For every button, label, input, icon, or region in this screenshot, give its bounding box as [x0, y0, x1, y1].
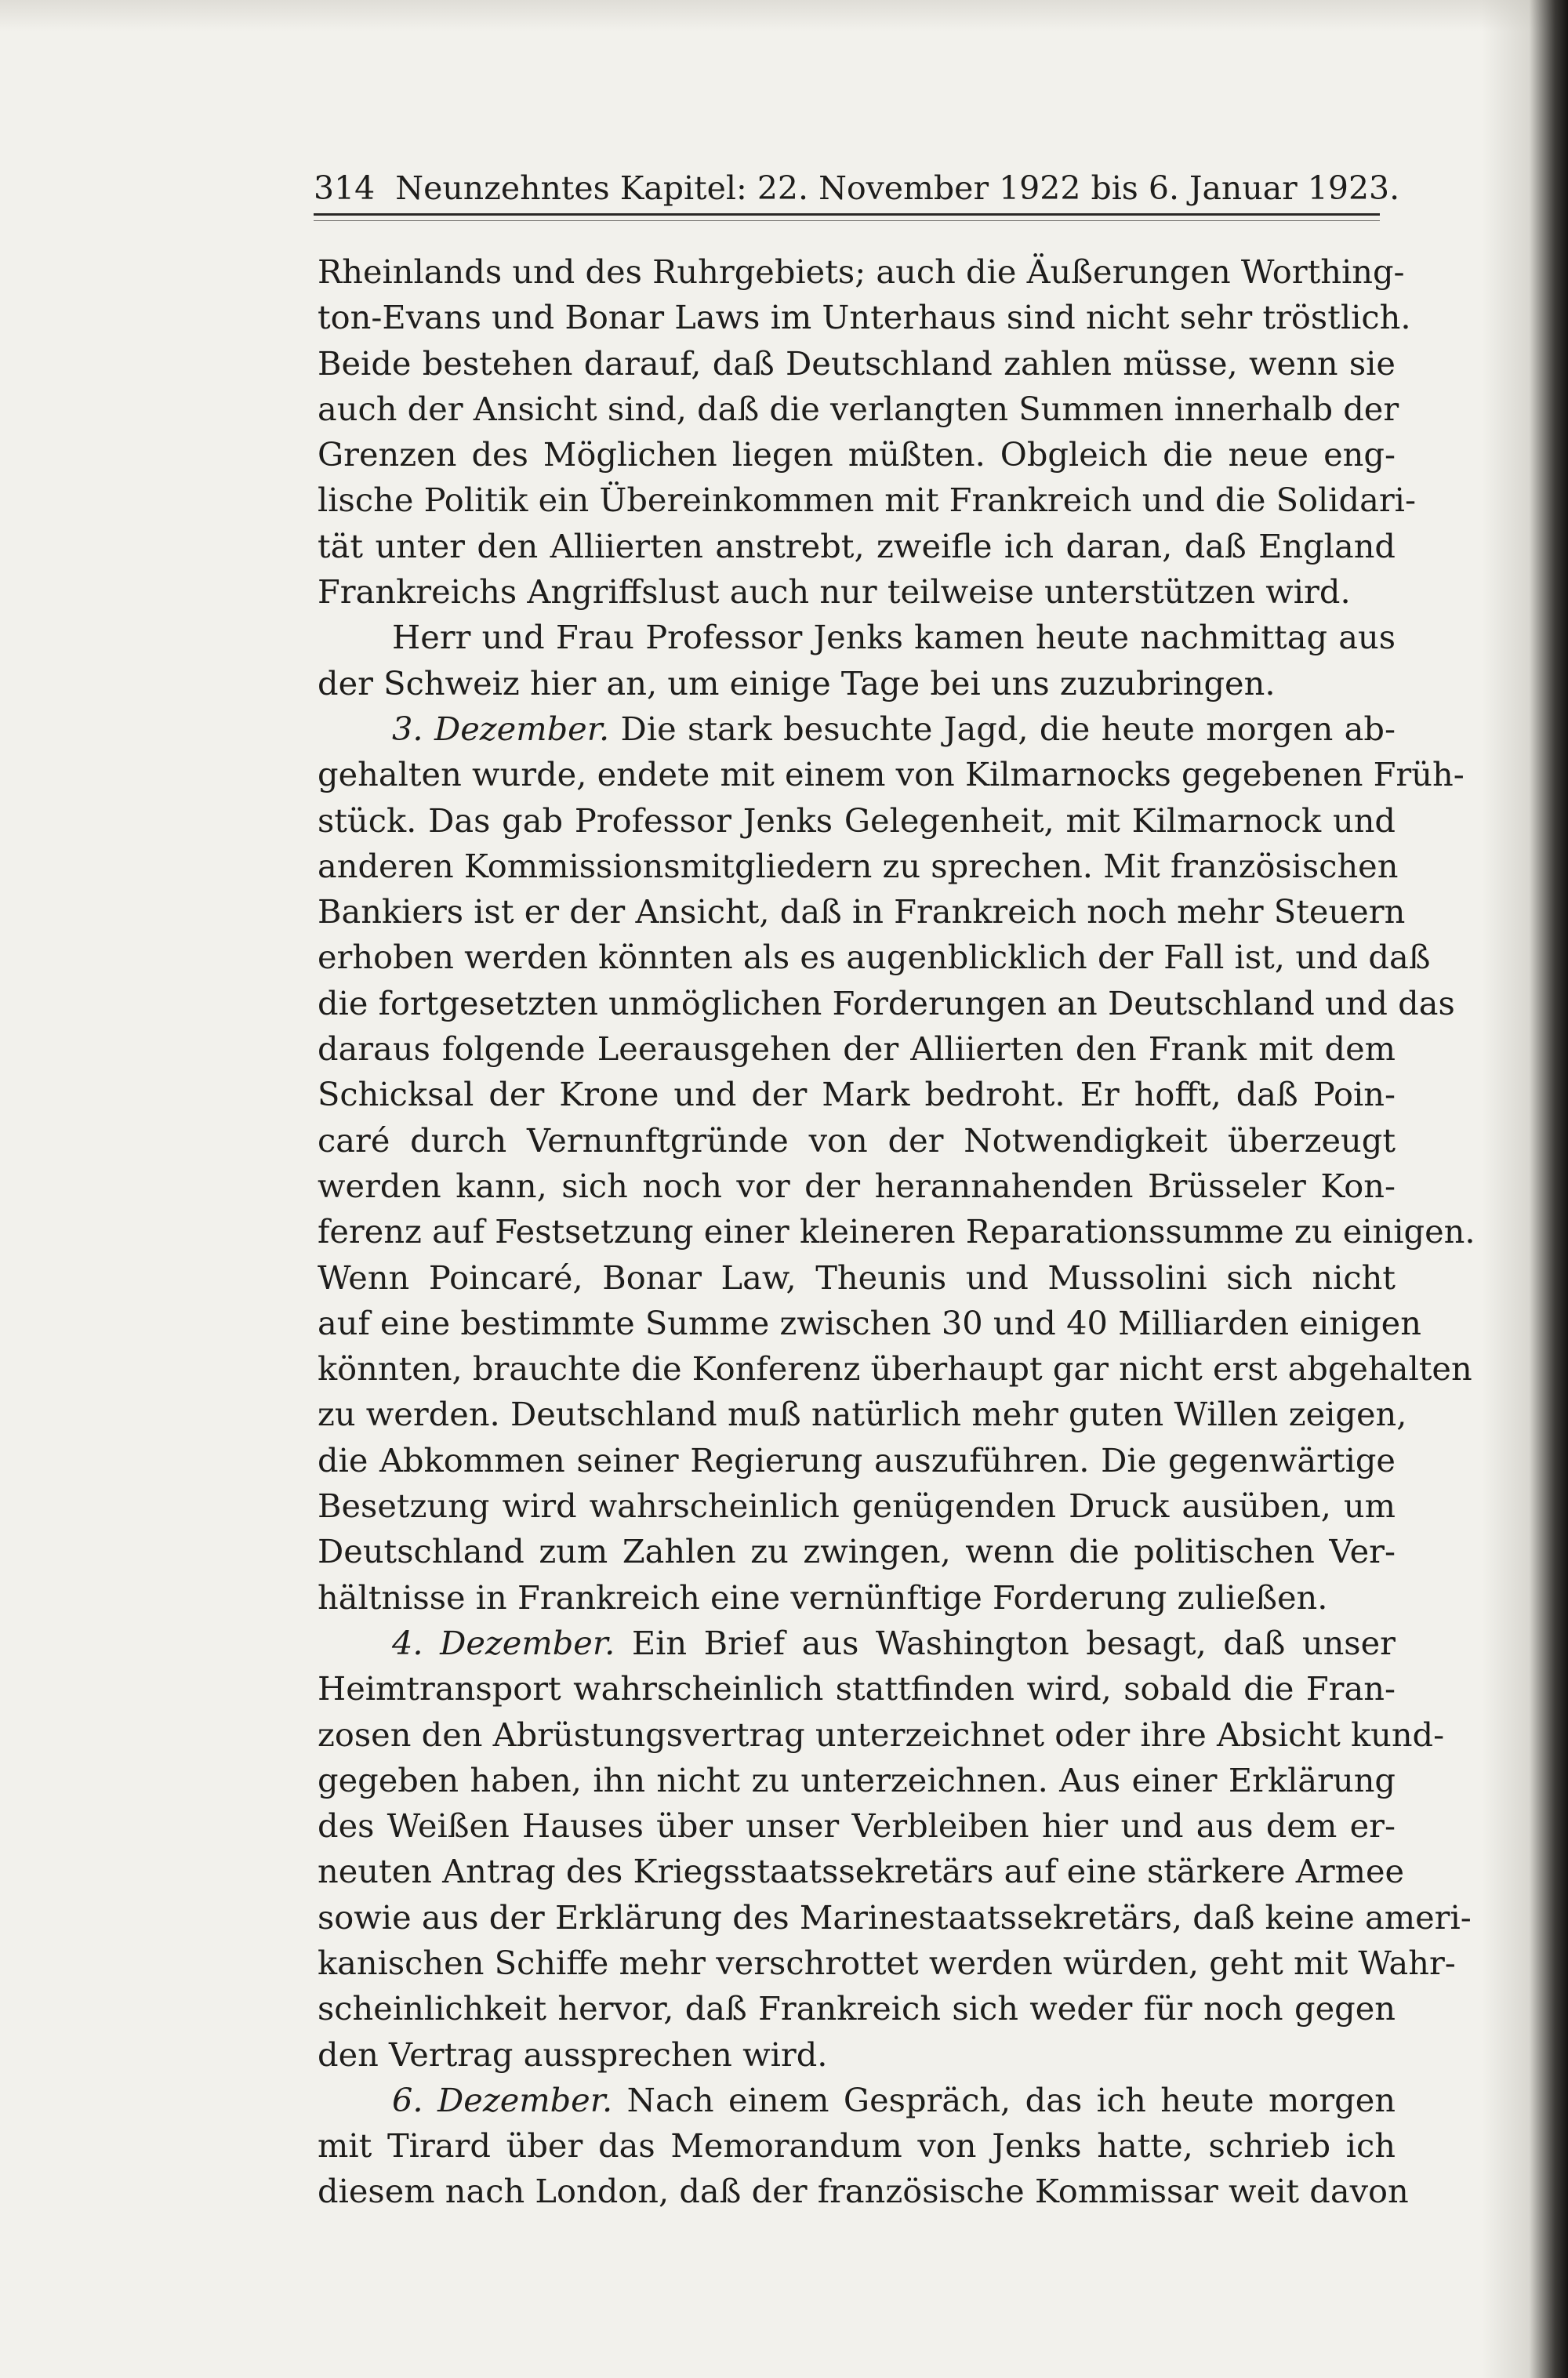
text-line: kanischen Schiffe mehr verschrottet werden würden, geht mit Wahr- — [318, 1943, 1456, 1982]
text-line: neuten Antrag des Kriegsstaatssekretärs auf eine stärkere Armee — [318, 1852, 1405, 1891]
text-line: daraus folgende Leerausgehen der Alliierten den Frank mit dem — [318, 1029, 1396, 1069]
header-rule — [314, 213, 1380, 216]
text-line: die Abkommen seiner Regierung auszuführen. Die gegenwärtige — [318, 1440, 1396, 1479]
entry-4-dezember: 4. Dezember. Ein Brief aus Washington besagt, daß unser — [392, 1623, 1396, 1662]
text-line: tät unter den Alliierten anstrebt, zweifle ich daran, daß England — [318, 526, 1396, 565]
text-line: Wenn Poincaré, Bonar Law, Theunis und Mussolini sich nicht — [318, 1258, 1396, 1297]
text-line: stück. Das gab Professor Jenks Gelegenheit, mit Kilmarnock und — [318, 801, 1396, 840]
text-line: Herr und Frau Professor Jenks kamen heute nachmittag aus — [392, 618, 1396, 657]
entry-6-dezember: 6. Dezember. Nach einem Gespräch, das ich heute morgen — [392, 2080, 1396, 2119]
entry-3-dezember: 3. Dezember. Die stark besuchte Jagd, die heute morgen ab- — [392, 709, 1396, 748]
running-head — [314, 165, 1400, 212]
text-line: zu werden. Deutschland muß natürlich mehr guten Willen zeigen, — [318, 1395, 1407, 1434]
text-line: ferenz auf Festsetzung einer kleineren Reparationssumme zu einigen. — [318, 1212, 1475, 1251]
text-line: hältnisse in Frankreich eine vernünftige Forderung zuließen. — [318, 1577, 1328, 1617]
text-line: erhoben werden könnten als es augenblicklich der Fall ist, und daß — [318, 938, 1431, 977]
page-top-shadow — [0, 0, 1568, 31]
text-line: gegeben haben, ihn nicht zu unterzeichnen. Aus einer Erklärung — [318, 1760, 1396, 1799]
text-line: auch der Ansicht sind, daß die verlangten Summen innerhalb der — [318, 389, 1399, 428]
text-line: sowie aus der Erklärung des Marinestaatssekretärs, daß keine ameri- — [318, 1897, 1472, 1937]
text-line: ton-Evans und Bonar Laws im Unterhaus sind nicht sehr tröstlich. — [318, 298, 1411, 337]
text-line: die fortgesetzten unmöglichen Forderungen an Deutschland und das — [318, 983, 1455, 1022]
text-line: scheinlichkeit hervor, daß Frankreich sich weder für noch gegen — [318, 1989, 1396, 2028]
text-line: mit Tirard über das Memorandum von Jenks hatte, schrieb ich — [318, 2126, 1396, 2166]
text-line: Rheinlands und des Ruhrgebiets; auch die Äußerungen Worthing- — [318, 252, 1405, 291]
entry-date: 3. Dezember. — [392, 709, 610, 748]
header-rule-thin — [314, 220, 1380, 221]
text-line: der Schweiz hier an, um einige Tage bei uns zuzubringen. — [318, 663, 1276, 703]
entry-date: 6. Dezember. — [392, 2080, 613, 2119]
text-line: gehalten wurde, endete mit einem von Kilmarnocks gegebenen Früh- — [318, 755, 1465, 794]
page-binding-shadow — [1482, 0, 1568, 2378]
entry-date: 4. Dezember. — [392, 1623, 615, 1662]
text-line: Besetzung wird wahrscheinlich genügenden Druck ausüben, um — [318, 1487, 1396, 1526]
text-line: zosen den Abrüstungsvertrag unterzeichnet oder ihre Absicht kund- — [318, 1715, 1445, 1754]
text-line: anderen Kommissionsmitgliedern zu sprechen. Mit französischen — [318, 846, 1399, 885]
text-line: auf eine bestimmte Summe zwischen 30 und 40 Milliarden einigen — [318, 1303, 1421, 1342]
text-line: des Weißen Hauses über unser Verbleiben hier und aus dem er- — [318, 1806, 1396, 1846]
chapter-title: Neunzehntes Kapitel: 22. November 1922 bis 6. Januar 1923. — [395, 169, 1400, 207]
text-line: lische Politik ein Übereinkommen mit Frankreich und die Solidari- — [318, 481, 1416, 520]
text-line: könnten, brauchte die Konferenz überhaupt gar nicht erst abgehalten — [318, 1349, 1472, 1389]
text-line: Bankiers ist er der Ansicht, daß in Frankreich noch mehr Steuern — [318, 892, 1406, 931]
page-number: 314 — [314, 169, 376, 207]
text-line: caré durch Vernunftgründe von der Notwendigkeit überzeugt — [318, 1120, 1396, 1160]
text-line: diesem nach London, daß der französische Kommissar weit davon — [318, 2172, 1409, 2211]
text-line: Schicksal der Krone und der Mark bedroht. Er hofft, daß Poin- — [318, 1075, 1396, 1114]
text-line: Beide bestehen darauf, daß Deutschland zahlen müsse, wenn sie — [318, 343, 1396, 383]
text-line: Deutschland zum Zahlen zu zwingen, wenn die politischen Ver- — [318, 1532, 1396, 1571]
text-line: Heimtransport wahrscheinlich stattfinden wird, sobald die Fran- — [318, 1669, 1396, 1708]
body-text — [318, 249, 1475, 2215]
text-line: Grenzen des Möglichen liegen müßten. Obgleich die neue eng- — [318, 435, 1396, 474]
text-line: Frankreichs Angriffslust auch nur teilweise unterstützen wird. — [318, 572, 1351, 612]
text-line: werden kann, sich noch vor der herannahenden Brüsseler Kon- — [318, 1166, 1396, 1205]
text-line: den Vertrag aussprechen wird. — [318, 2035, 828, 2074]
